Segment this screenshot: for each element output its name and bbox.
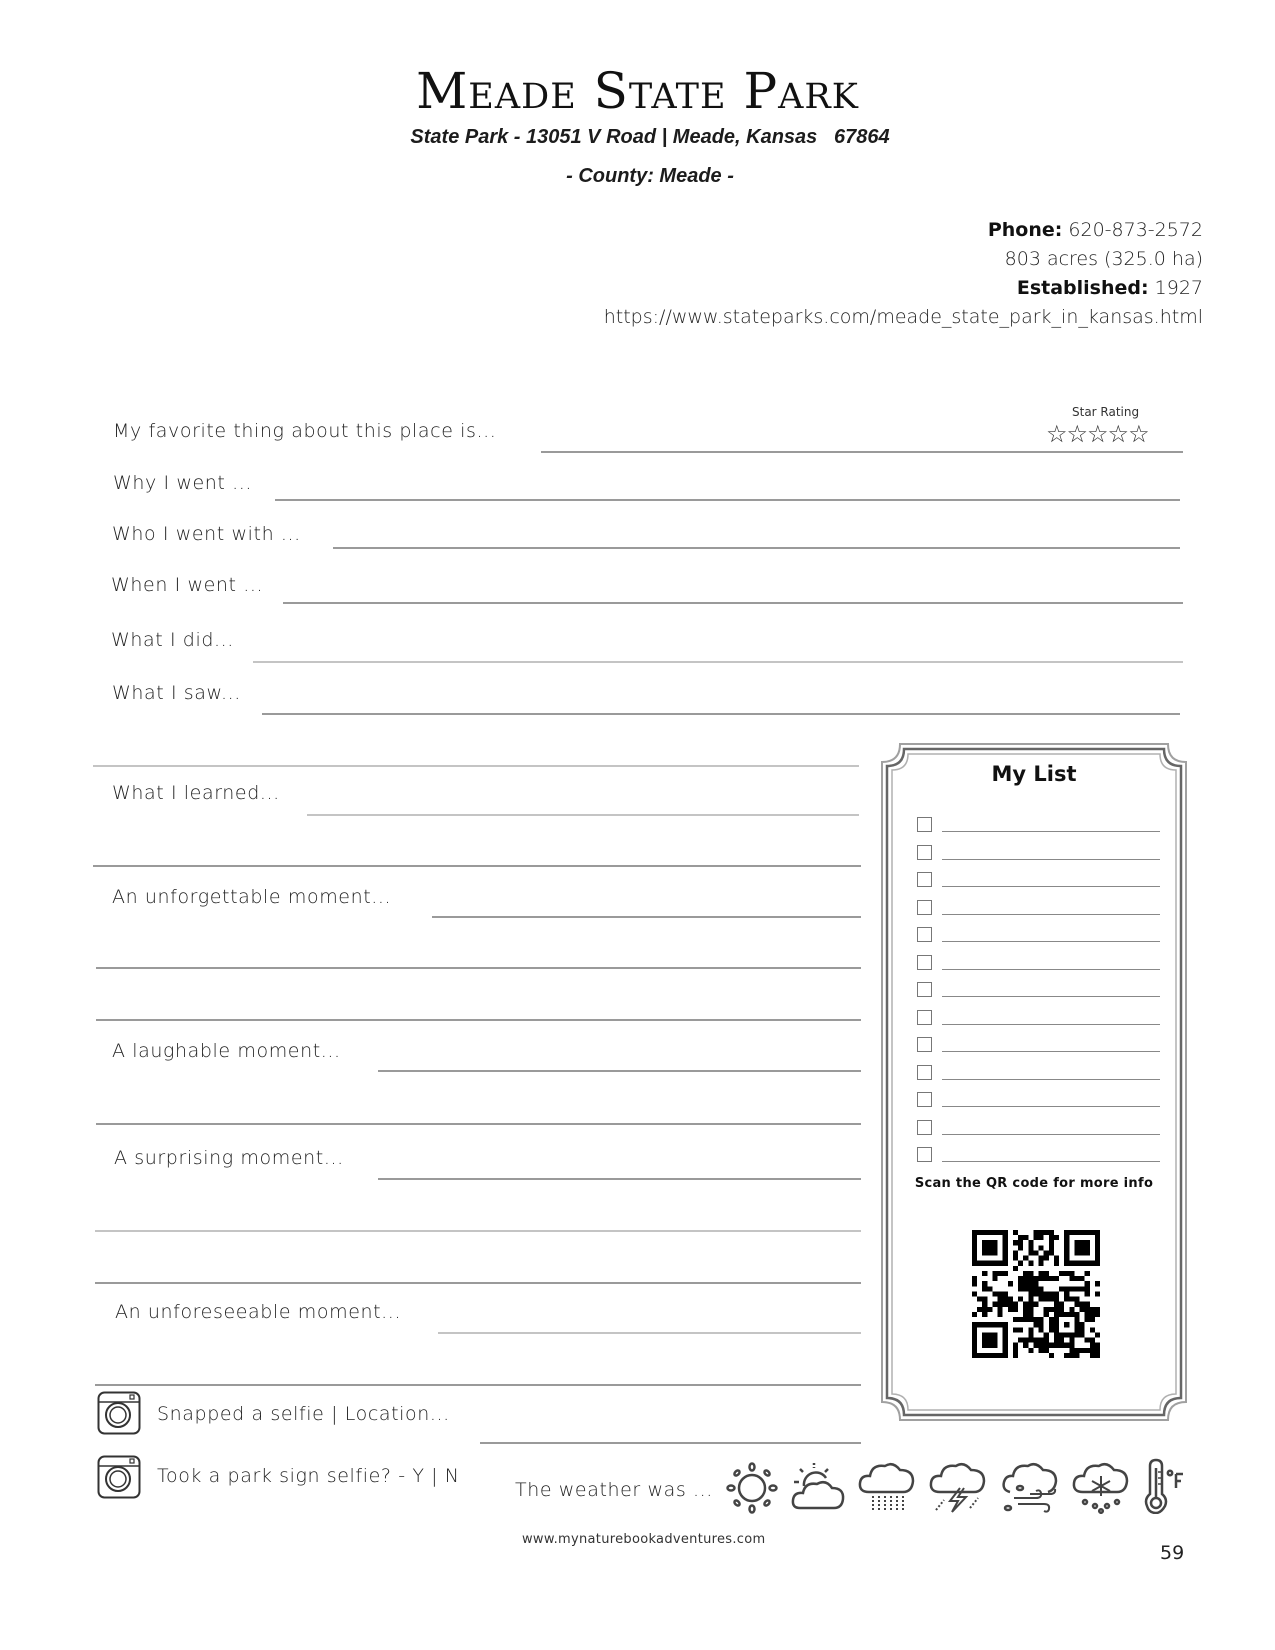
footer-url[interactable]: www.mynaturebookadventures.com <box>522 1532 766 1547</box>
rain-icon[interactable] <box>857 1458 917 1514</box>
when-line[interactable] <box>283 602 1183 604</box>
who-line[interactable] <box>333 547 1180 549</box>
my-list-checkbox[interactable] <box>917 900 932 915</box>
established-value: 1927 <box>1154 277 1203 299</box>
learned-line[interactable] <box>307 814 859 816</box>
my-list-line[interactable] <box>942 831 1160 832</box>
why-line[interactable] <box>275 499 1180 501</box>
my-list-checkbox[interactable] <box>917 1037 932 1052</box>
did-line[interactable] <box>253 661 1183 663</box>
my-list-checkbox[interactable] <box>917 872 932 887</box>
established-label: Established: <box>1016 277 1149 299</box>
park-url[interactable]: https://www.stateparks.com/meade_state_park_in_kansas.html <box>603 306 1203 328</box>
my-list-checkbox[interactable] <box>917 927 932 942</box>
surprising-label: A surprising moment... <box>114 1147 344 1169</box>
my-list-line[interactable] <box>942 886 1160 887</box>
surprising-line-3[interactable] <box>95 1282 861 1284</box>
my-list-checkbox[interactable] <box>917 1092 932 1107</box>
laughable-line-2[interactable] <box>96 1123 861 1125</box>
favorite-label: My favorite thing about this place is... <box>113 420 497 442</box>
my-list-line[interactable] <box>942 941 1160 942</box>
my-list-checkbox[interactable] <box>917 1065 932 1080</box>
thunderstorm-icon[interactable] <box>928 1458 988 1514</box>
my-list-panel <box>880 742 1188 1422</box>
unforeseeable-line[interactable] <box>438 1332 861 1334</box>
surprising-line[interactable] <box>378 1178 861 1180</box>
page-title: Meade State Park <box>416 62 859 120</box>
weather-label: The weather was ... <box>515 1479 713 1501</box>
my-list-checkbox[interactable] <box>917 982 932 997</box>
my-list-title: My List <box>991 762 1077 786</box>
qr-code[interactable] <box>972 1230 1100 1358</box>
park-address: State Park - 13051 V Road | Meade, Kansas 67864 <box>410 126 890 148</box>
snow-icon[interactable] <box>1071 1458 1131 1514</box>
my-list-checkbox[interactable] <box>917 845 932 860</box>
did-label: What I did... <box>111 629 234 651</box>
learned-label: What I learned... <box>112 782 280 804</box>
when-label: When I went ... <box>111 574 264 596</box>
my-list-checkbox[interactable] <box>917 817 932 832</box>
sunny-icon[interactable] <box>722 1460 782 1516</box>
unforgettable-line[interactable] <box>432 916 861 918</box>
my-list-line[interactable] <box>942 1161 1160 1162</box>
unforgettable-label: An unforgettable moment... <box>112 886 392 908</box>
established-line <box>1017 277 1203 299</box>
park-sign-selfie-label[interactable]: Took a park sign selfie? - Y | N <box>157 1465 460 1487</box>
my-list-line[interactable] <box>942 1134 1160 1135</box>
page-number: 59 <box>1160 1542 1185 1564</box>
favorite-line[interactable] <box>541 451 1183 453</box>
selfie-location-line[interactable] <box>480 1442 861 1444</box>
learned-line-2[interactable] <box>93 865 861 867</box>
my-list-line[interactable] <box>942 1051 1160 1052</box>
park-area: 803 acres (325.0 ha) <box>1004 248 1203 270</box>
thermometer-icon[interactable] <box>1140 1458 1200 1514</box>
windy-icon[interactable] <box>1000 1458 1060 1514</box>
why-label: Why I went ... <box>113 472 253 494</box>
saw-line-2[interactable] <box>93 765 859 767</box>
who-label: Who I went with ... <box>112 523 301 545</box>
my-list-checkbox[interactable] <box>917 955 932 970</box>
unforeseeable-line-2[interactable] <box>95 1384 861 1386</box>
phone-label: Phone: <box>987 219 1063 241</box>
phone-value: 620-873-2572 <box>1068 219 1203 241</box>
selfie-location-label: Snapped a selfie | Location... <box>157 1403 450 1425</box>
unforgettable-line-3[interactable] <box>96 1019 861 1021</box>
laughable-label: A laughable moment... <box>112 1040 341 1062</box>
my-list-line[interactable] <box>942 1106 1160 1107</box>
star-rating-input[interactable]: ☆☆☆☆☆ <box>1046 420 1149 448</box>
camera-icon <box>97 1391 141 1435</box>
laughable-line[interactable] <box>378 1070 861 1072</box>
surprising-line-2[interactable] <box>95 1230 861 1232</box>
my-list-line[interactable] <box>942 996 1160 997</box>
my-list-line[interactable] <box>942 859 1160 860</box>
saw-label: What I saw... <box>112 682 241 704</box>
my-list-checkbox[interactable] <box>917 1147 932 1162</box>
my-list-line[interactable] <box>942 969 1160 970</box>
my-list-checkbox[interactable] <box>917 1120 932 1135</box>
my-list-line[interactable] <box>942 914 1160 915</box>
my-list-line[interactable] <box>942 1079 1160 1080</box>
phone-line <box>988 219 1203 241</box>
unforgettable-line-2[interactable] <box>96 967 861 969</box>
my-list-line[interactable] <box>942 1024 1160 1025</box>
partly-cloudy-icon[interactable] <box>790 1460 850 1516</box>
unforeseeable-label: An unforeseeable moment... <box>115 1301 402 1323</box>
park-county: - County: Meade - <box>566 165 734 187</box>
camera-icon <box>97 1455 141 1499</box>
qr-instructions: Scan the QR code for more info <box>914 1176 1154 1191</box>
saw-line[interactable] <box>262 713 1180 715</box>
star-rating-label: Star Rating <box>1072 405 1140 419</box>
my-list-checkbox[interactable] <box>917 1010 932 1025</box>
